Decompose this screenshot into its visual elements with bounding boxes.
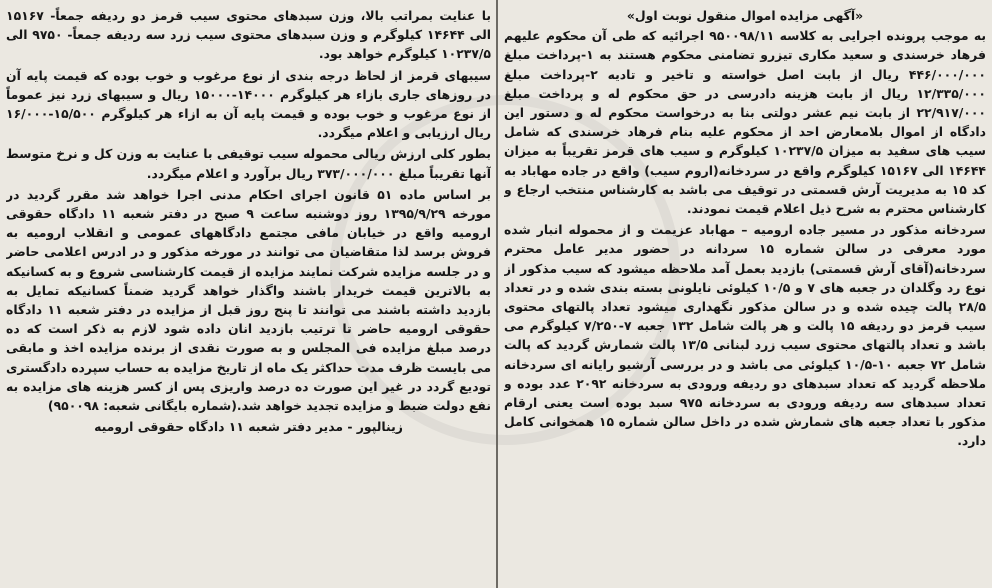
notice-title: «آگهی مزایده اموال منقول نوبت اول» [626,8,864,23]
paragraph-auction-terms: بر اساس ماده ۵۱ قانون اجرای احکام مدنی اجرا خواهد شد مقرر گردید در مورخه ۱۳۹۵/۹/۲۹ روز دوشنبه ساعت ۹ صبح در دفتر شعبه ۱۱ دادگاه حقوقی ارومیه واقع در خیابان مافی مجتمع دادگاههای عمومی و انقلاب ارومیه به فروش برسد لذا متقاضیان می توانند در مورخه مذکور و در ادرس اعلامی حاضر و در جلسه مزایده شرکت نمایند مزایده از قیمت کارشناسی شروع و به کسانیکه به بالاترین قیمت خریدار باشند واگذار خواهد گردید ضمناً کسانیکه تمایل به بازدید داشته باشند می توانند تا پنج روز قبل از مزایده در دفتر شعبه ۱۱ دادگاه حقوقی ارومیه حاضر تا ترتیب بازدید انان داده شود لازم به ذکر است که ده درصد مبلغ مزایده فی المجلس و به صورت نقدی از برنده مزایده اخذ و مابقی می بایست ظرف مدت حداکثر یک ماه از تاریخ مزایده به حساب سپرده دادگستری تودیع گردد در غیر این صورت ده درصد واریزی پس از کسر هزینه های مزایده به نفع دولت ضبط و مزایده تجدید خواهد شد.(شماره بایگانی شعبه: ۹۵۰۰۹۸) [6,186,491,414]
signature-line: زینالپور - مدیر دفتر شعبه ۱۱ دادگاه حقوقی ارومیه [94,419,403,435]
paragraph-base-price: سیبهای قرمز از لحاظ درجه بندی از نوع مرغوب و خوب بوده که قیمت پایه آن در روزهای جاری بازاء هر کیلوگرم ۱۴۰۰۰-۱۵۰۰۰ ریال و سیبهای زرد نیز عموماً از نوع مرغوب و خوب بوده و قیمت پایه آن به ازاء هر کیلوگرم ۱۵/۵۰۰-۱۶/۰۰۰ ریال ارزیابی و اعلام میگردد. [6,67,491,141]
column-divider [496,0,498,588]
paragraph-weights: با عنایت بمراتب بالا، وزن سبدهای محتوی سیب قرمز دو ردیفه جمعاً- ۱۵۱۶۷ الی ۱۴۶۴۴ کیلوگرم و وزن سبدهای محتوی سیب زرد سه ردیفه جمعاً- ۹۷۵۰ الی ۱۰۲۳۷/۵ کیلوگرم خواهد بود. [6,8,491,62]
paragraph-total-value: بطور کلی ارزش ریالی محموله سیب توقیفی با عنایت به وزن کل و نرخ متوسط آنها تقریباً مبلغ ۳۷۳/۰۰۰/۰۰۰ ریال برآورد و اعلام میگردد. [6,146,491,181]
column-left [6,6,491,584]
paragraph-cold-storage-inspection: سردخانه مذکور در مسیر جاده ارومیه – مهاباد عزیمت و از محموله انبار شده مورد معرفی در سالن شماره ۱۵ سردانه در حضور مدیر عامل محترم سردخانه(آقای آرش قسمتی) بازدید بعمل آمد ملاحظه میشود که سیب مذکور از نوع رد وگلدان در جعبه های ۷ و ۱۰/۵ کیلوئی نایلونی بسته بندی شده و در تعداد ۲۸/۵ پالت چیده شده و در سالن مذکور نگهداری میشود تعداد پالتهای محتوی سیب قرمز دو ردیفه ۱۵ پالت و هر پالت شامل ۱۳۲ جعبه ۷-۷/۲۵۰ کیلوگرم می باشد و تعداد پالتهای محتوی سیب زرد لبنانی ۱۳/۵ پالت شمارش گردید که پالت شامل ۷۲ جعبه ۱۰-۱۰/۵ کیلوئی می باشد و در بررسی آرشیو رایانه ای سردخانه ملاحظه گردید که تعداد سبدهای دو ردیفه ورودی به سردخانه ۲۰۹۲ عدد بوده و تعداد سبدهای سه ردیفه ورودی به سردخانه ۹۷۵ سبد بوده است یعنی ارقام مذکور با تعداد جعبه های شمارش شده در داخل سالن شماره ۱۵ همخوانی کامل دارد. [504,222,986,449]
column-right [504,6,986,584]
paragraph-execution-order: به موجب پرونده اجرایی به کلاسه ۹۵۰۰۹۸/۱۱ اجرائیه که طی آن محکوم علیهم فرهاد خرسندی و سعید مکاری تیزرو تضامنی محکوم هستند به ۱-پرداخت مبلغ ۴۴۶/۰۰۰/۰۰۰ ریال از بابت اصل خواسته و تاخیر و تادیه ۲-پرداخت مبلغ ۱۲/۳۳۵/۰۰۰ ریال از بابت هزینه دادرسی در حق محکوم له و پرداخت مبلغ ۲۲/۹۱۷/۰۰۰ از بابت نیم عشر دولتی بنا به درخواست محکوم له و دستور این دادگاه از اموال بلامعارض احد از محکوم علیه بنام فرهاد خرسندی که شامل سیب های سفید به میزان ۱۰۲۳۷/۵ کیلوگرم و سیب های قرمز تقریباً به میزان ۱۴۶۴۴ الی ۱۵۱۶۷ کیلوگرم واقع در سردخانه(اروم سیب) واقع در جاده مهاباد به کد ۱۵ به مدیریت آرش قسمتی در توقیف می باشد به کارشناس منتخب ارجاع و کارشناس محترم به شرح ذیل اعلام قیمت نمودند. [504,28,986,217]
